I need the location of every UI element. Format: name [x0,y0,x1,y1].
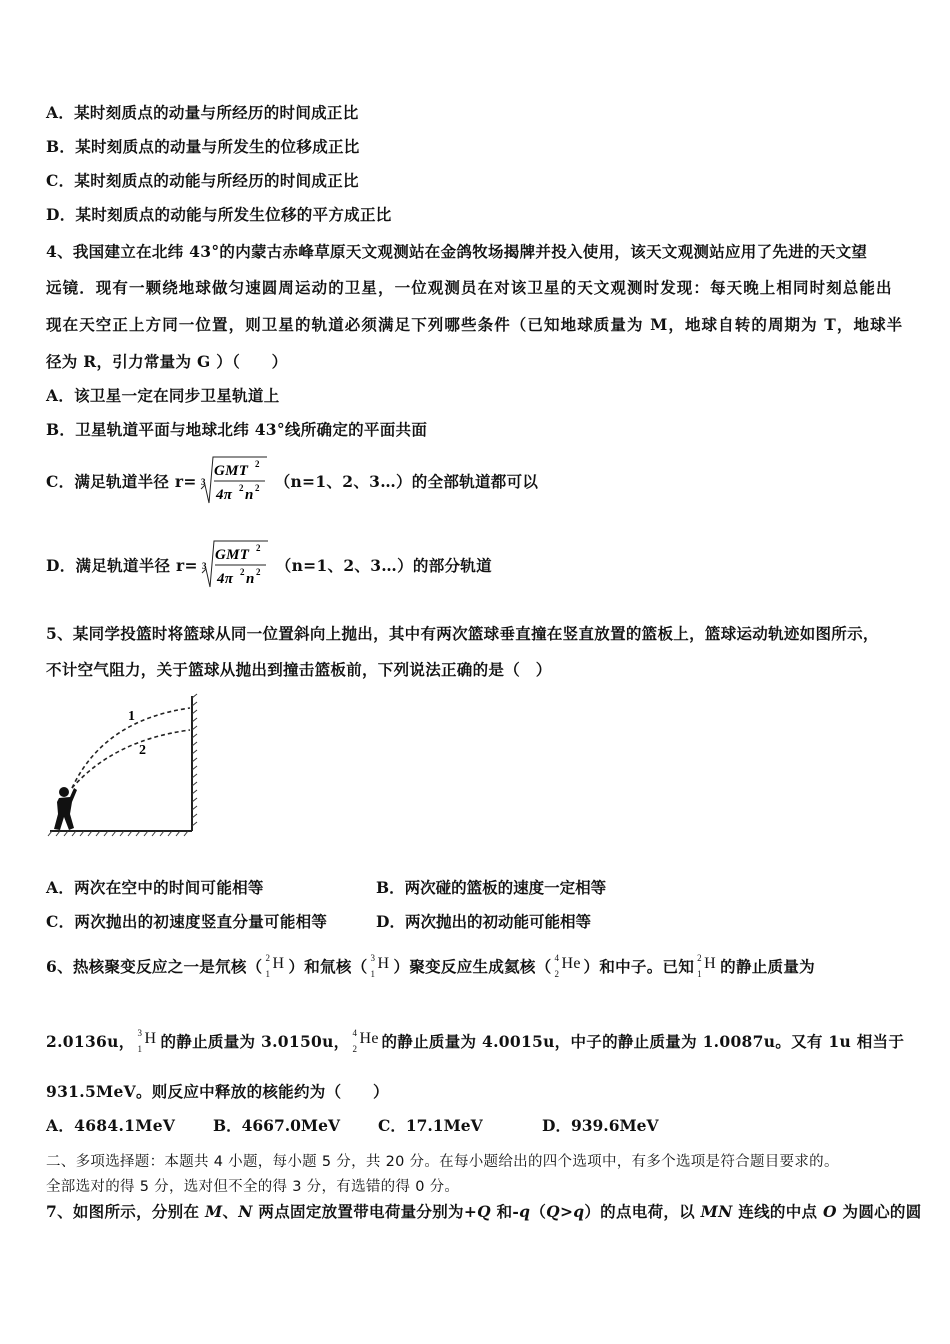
q4-option-c-suffix: （n=1、2、3…）的全部轨道都可以 [274,472,539,491]
svg-text:2: 2 [254,483,260,493]
q4-option-d-prefix: D．满足轨道半径 r= [46,556,198,575]
charge-q-big: Q [546,1202,560,1221]
svg-text:4π: 4π [216,571,234,587]
q6-text: 6、热核聚变反应之一是氘核（ [46,957,263,976]
svg-text:2: 2 [239,567,245,577]
svg-text:2: 2 [255,567,261,577]
section-2-heading: 二、多项选择题：本题共 4 小题，每小题 5 分，共 20 分。在每小题给出的四个选项中，有多个选项是符合题目要求的。 [46,1154,839,1170]
trajectory-label-2: 2 [139,743,146,758]
q4-option-b: B．卫星轨道平面与地球北纬 43°线所确定的平面共面 [46,420,428,439]
segment-mn: MN [700,1202,733,1221]
q5-stem-line-2: 不计空气阻力，关于篮球从抛出到撞击篮板前，下列说法正确的是（ ） [46,660,552,679]
trajectory-label-1: 1 [128,709,135,724]
q7-text: ）的点电荷，以 [584,1202,701,1221]
q3-option-b: B．某时刻质点的动量与所发生的位移成正比 [46,137,360,156]
q7-text: 、 [222,1202,239,1221]
q6-option-b: B．4667.0MeV [213,1116,340,1135]
svg-text:2: 2 [254,459,260,469]
svg-text:n: n [244,487,254,503]
charge-q-big: Q [477,1202,491,1221]
q5-stem-line-1: 5、某同学投篮时将篮球从同一位置斜向上抛出，其中有两次篮球垂直撞在竖直放置的篮板上，篮球运动轨迹如图所示， [46,624,879,643]
q7-text: 7、如图所示，分别在 [46,1202,205,1221]
q4-stem-line-1: 4、我国建立在北纬 43°的内蒙古赤峰草原天文观测站在金鸽牧场揭牌并投入使用，该天文观测站应用了先进的天文望 [46,242,868,261]
svg-text:3: 3 [200,477,206,487]
svg-text:GMT: GMT [213,463,248,479]
svg-text:n: n [245,571,255,587]
deuterium-nucleus: 2 1 H [697,953,716,979]
q6-stem-line-3: 931.5MeV。则反应中释放的核能约为（ ） [46,1082,389,1101]
orbit-radius-formula [199,455,269,507]
section-2-instructions: 全部选对的得 5 分，选对但不全的得 3 分，有选错的得 0 分。 [46,1179,460,1195]
q6-text: ）和氚核（ [288,957,368,976]
q6-text: 2.0136u， [46,1032,135,1051]
q7-text: > [559,1202,574,1221]
q5-option-a: A．两次在空中的时间可能相等 [46,878,264,897]
orbit-radius-formula [200,539,270,591]
q4-option-c [46,455,538,507]
svg-text:2: 2 [238,483,244,493]
svg-text:2: 2 [255,543,261,553]
q4-stem-line-2: 远镜．现有一颗绕地球做匀速圆周运动的卫星，一位观测员在对该卫星的天文观测时发现：每天晚上相同时刻总能出 [46,278,893,297]
q5-option-c: C．两次抛出的初速度竖直分量可能相等 [46,912,328,931]
q6-stem-line-2 [46,1030,904,1054]
charge-q-small: q [519,1202,531,1221]
q7-text: 连线的中点 [732,1202,824,1221]
helium-nucleus: 4 2 He [352,1028,379,1054]
q4-option-c-prefix: C．满足轨道半径 r= [46,472,197,491]
point-n: N [238,1202,253,1221]
tritium-nucleus: 3 1 H [370,953,390,979]
q6-option-c: C．17.1MeV [378,1116,483,1135]
helium-nucleus: 4 2 He [554,953,581,979]
q4-option-d-suffix: （n=1、2、3…）的部分轨道 [275,556,492,575]
q7-text: 为圆心的圆 [836,1202,922,1221]
q6-text: ）和中子。已知 [583,957,695,976]
q6-option-d: D．939.6MeV [542,1116,659,1135]
q6-text: ）聚变反应生成氦核（ [393,957,552,976]
q6-option-a: A．4684.1MeV [46,1116,176,1135]
q3-option-d: D．某时刻质点的动能与所发生位移的平方成正比 [46,205,392,224]
point-o: O [823,1202,837,1221]
svg-text:GMT: GMT [214,547,250,563]
q5-option-d: D．两次抛出的初动能可能相等 [376,912,591,931]
q4-option-d [46,539,492,591]
tritium-nucleus: 3 1 H [137,1028,157,1054]
svg-text:4π: 4π [215,487,232,503]
q5-option-b: B．两次碰的篮板的速度一定相等 [376,878,607,897]
q7-text: 和- [490,1202,520,1221]
q3-option-c: C．某时刻质点的动能与所经历的时间成正比 [46,171,359,190]
point-m: M [204,1202,223,1221]
q6-text: 的静止质量为 3.0150u， [160,1032,350,1051]
q6-text: 的静止质量为 [720,957,815,976]
deuterium-nucleus: 2 1 H [265,953,285,979]
q7-stem-line-1 [46,1200,922,1222]
q4-stem-line-3: 现在天空正上方同一位置，则卫星的轨道必须满足下列哪些条件（已知地球质量为 M，地球自转的周期为 T，地球半 [46,315,904,334]
q6-text: 的静止质量为 4.0015u，中子的静止质量为 1.0087u。又有 1u 相当于 [381,1032,905,1051]
charge-q-small: q [573,1202,585,1221]
q6-stem-line-1 [46,955,815,979]
q7-text: （ [530,1202,547,1221]
svg-text:3: 3 [201,561,207,571]
basketball-trajectory-figure [44,690,214,840]
q4-stem-line-4: 径为 R，引力常量为 G ）（ ） [46,352,288,371]
q3-option-a: A．某时刻质点的动量与所经历的时间成正比 [46,103,359,122]
q4-option-a: A．该卫星一定在同步卫星轨道上 [46,386,280,405]
player-figure [54,787,77,830]
q7-text: 两点固定放置带电荷量分别为+ [252,1202,478,1221]
trajectory-2 [72,730,190,788]
